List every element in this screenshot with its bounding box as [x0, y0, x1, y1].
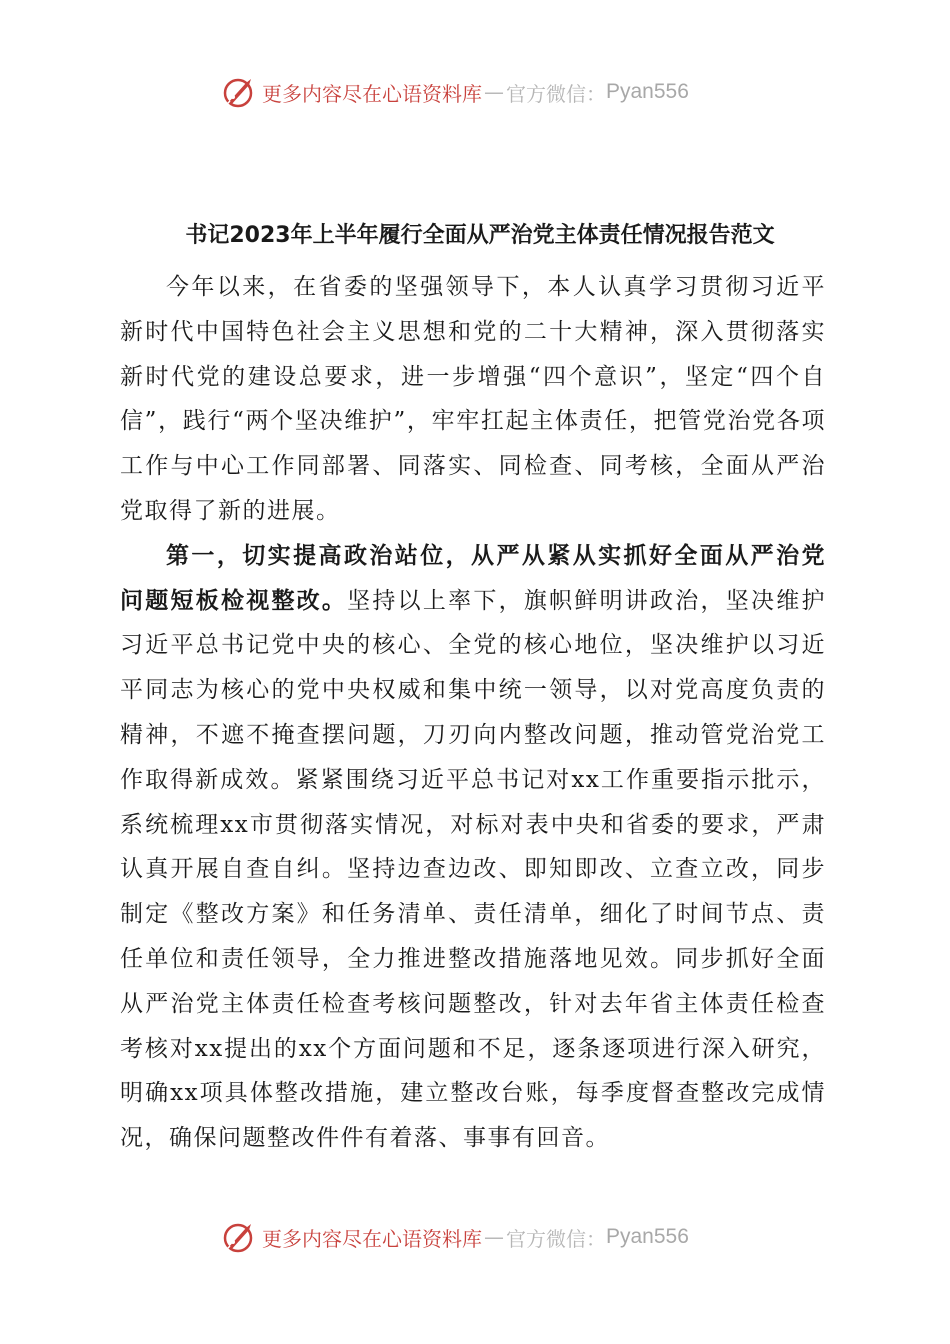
- paragraph-first-point: [120, 534, 826, 1161]
- paragraph-body-text: 坚持以上率下，旗帜鲜明讲政治，坚决维护习近平总书记党中央的核心、全党的核心地位，坚决维护以习近平同志为核心的党中央权威和集中统一领导，以对党高度负责的精神，不遮不掩查摆问题，刀刃向内整改问题，推动管党治党工作取得新成效。紧紧围绕习近平总书记对xx工作重要指示批示，系统梳理xx市贯彻落实情况，对标对表中央和省委的要求，严肃认真开展自查自纠。坚持边查边改、即知即改、立查立改，同步制定《整改方案》和任务清单、责任清单，细化了时间节点、责任单位和责任领导，全力推进整改措施落地见效。同步抓好全面从严治党主体责任检查考核问题整改，针对去年省主体责任检查考核对xx提出的xx个方面问题和不足，逐条逐项进行深入研究，明确xx项具体整改措施，建立整改台账，每季度督查整改完成情况，确保问题整改件件有着落、事事有回音。: [120, 587, 827, 1152]
- footer-banner: [222, 1217, 742, 1257]
- paragraph-lead-sentence: 第一，切实提高政治站位，从严从紧从实抓好全面从严治党问题短板检视整改。: [120, 542, 826, 614]
- banner-wechat-label: 官方微信：: [506, 81, 606, 106]
- banner-wechat-handle: Pyan556: [606, 80, 689, 103]
- banner-main-text: 更多内容尽在心语资料库: [262, 81, 482, 106]
- banner-dash: —: [484, 80, 504, 104]
- banner-wechat-handle: Pyan556: [606, 1225, 689, 1248]
- header-banner: [222, 72, 742, 112]
- paragraph-intro: 今年以来，在省委的坚强领导下，本人认真学习贯彻习近平新时代中国特色社会主义思想和党的二十大精神，深入贯彻落实新时代党的建设总要求，进一步增强“四个意识”，坚定“四个自信”，践行“两个坚决维护”，牢牢扛起主体责任，把管党治党各项工作与中心工作同部署、同落实、同检查、同考核，全面从严治党取得了新的进展。: [120, 274, 826, 524]
- banner-dash: —: [484, 1225, 504, 1249]
- banner-wechat-label: 官方微信：: [506, 1226, 606, 1251]
- document-title: 书记2023年上半年履行全面从严治党主体责任情况报告范文: [185, 223, 775, 248]
- brush-pen-logo-icon: [222, 75, 256, 109]
- document-body: [120, 265, 826, 1161]
- brush-pen-logo-icon: [222, 1220, 256, 1254]
- banner-main-text: 更多内容尽在心语资料库: [262, 1226, 482, 1251]
